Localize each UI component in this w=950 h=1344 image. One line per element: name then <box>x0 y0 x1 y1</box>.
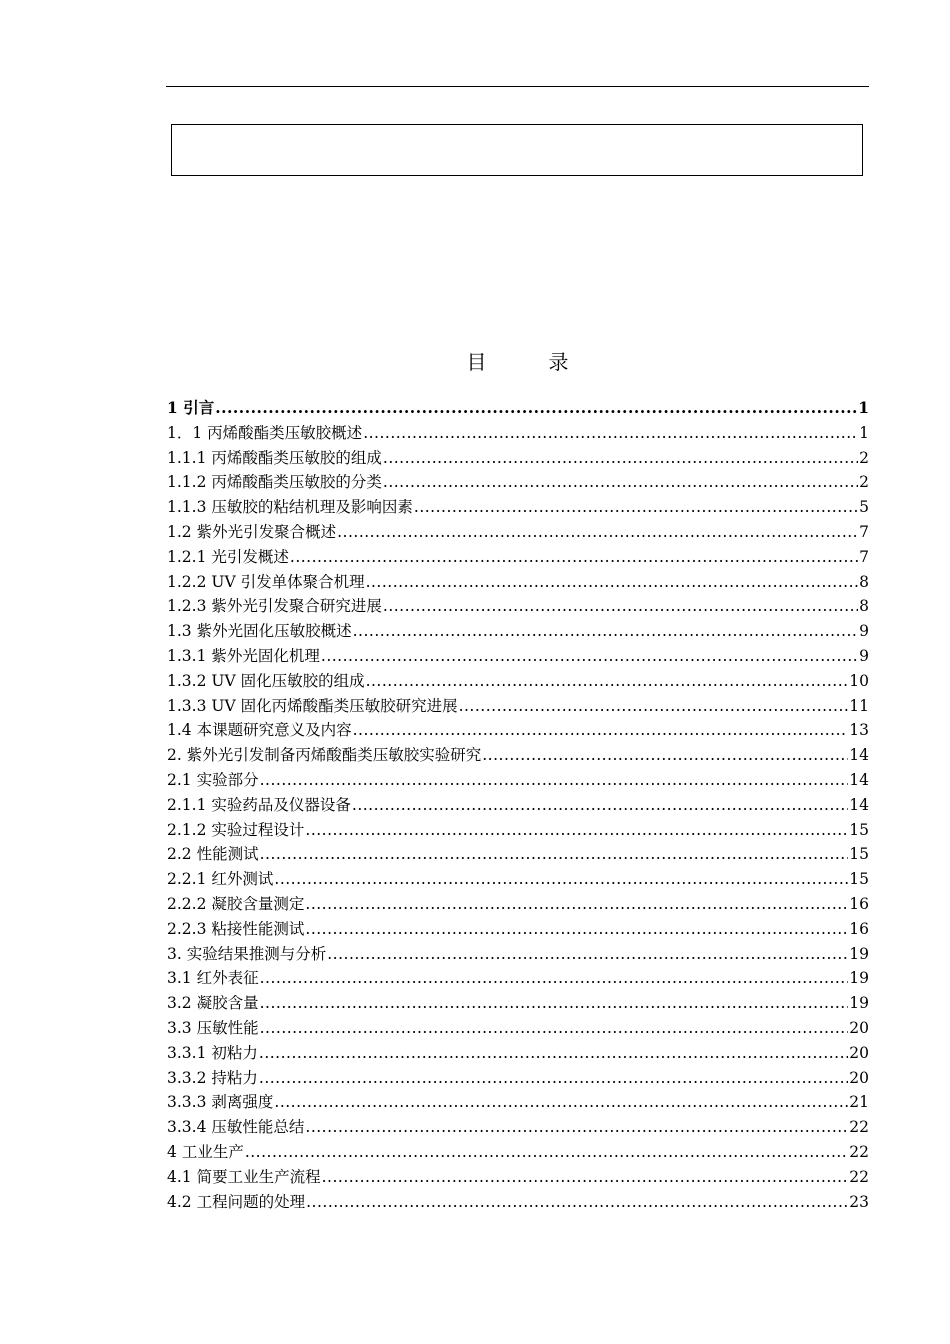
toc-entry-page: 23 <box>849 1192 869 1211</box>
toc-entry[interactable] <box>167 991 869 1016</box>
toc-entry-page: 20 <box>849 1018 869 1037</box>
toc-entry-number: 1.1.1 <box>167 448 207 467</box>
toc-entry-title: 丙烯酸酯类压敏胶的组成 <box>211 448 382 467</box>
toc-entry[interactable] <box>167 743 869 768</box>
toc-entry-number: 1.1.3 <box>167 498 207 517</box>
toc-entry-page: 7 <box>859 547 869 566</box>
toc-entry-number: 1.1.2 <box>167 473 207 492</box>
toc-entry-page: 1 <box>858 398 869 417</box>
toc-entry-number: 2.2.2 <box>167 894 207 913</box>
toc-entry[interactable] <box>167 520 869 545</box>
toc-entry[interactable] <box>167 793 869 818</box>
toc-dot-leader <box>259 1066 848 1091</box>
header-rule <box>166 86 869 87</box>
toc-dot-leader <box>353 619 859 644</box>
toc-entry-page: 15 <box>849 820 869 839</box>
toc-entry-number: 3.3 <box>167 1018 192 1037</box>
toc-entry[interactable] <box>167 842 869 867</box>
toc-entry-page: 15 <box>849 870 869 889</box>
toc-entry-number: 2.1.2 <box>167 820 207 839</box>
toc-dot-leader <box>260 768 849 793</box>
toc-entry-page: 20 <box>849 1068 869 1087</box>
toc-entry-title: 紫外光固化机理 <box>211 646 320 665</box>
toc-entry[interactable] <box>167 818 869 843</box>
toc-dot-leader <box>383 470 858 495</box>
toc-dot-leader <box>260 842 849 867</box>
toc-dot-leader <box>259 1041 848 1066</box>
toc-entry-number: 2.2.1 <box>167 870 207 889</box>
toc-entry-title: UV 固化压敏胶的组成 <box>211 671 365 690</box>
toc-entry-title: 红外表征 <box>196 969 259 988</box>
toc-entry[interactable] <box>167 545 869 570</box>
toc-entry-page: 22 <box>849 1142 869 1161</box>
toc-entry-title: 压敏胶的粘结机理及影响因素 <box>211 498 413 517</box>
toc-dot-leader <box>366 570 859 595</box>
toc-entry-page: 19 <box>849 969 869 988</box>
toc-entry-number: 1.2.1 <box>167 547 207 566</box>
toc-entry[interactable] <box>167 942 869 967</box>
toc-entry-title: 紫外光固化压敏胶概述 <box>196 622 352 641</box>
toc-entry[interactable] <box>167 1140 869 1165</box>
toc-entry[interactable] <box>167 1041 869 1066</box>
toc-entry-page: 19 <box>849 944 869 963</box>
toc-entry-title: 剥离强度 <box>211 1093 274 1112</box>
toc-dot-leader <box>322 1165 849 1190</box>
toc-entry-title: 红外测试 <box>211 870 274 889</box>
toc-entry[interactable] <box>167 917 869 942</box>
toc-entry-title: 实验药品及仪器设备 <box>211 795 351 814</box>
toc-dot-leader <box>352 793 848 818</box>
toc-entry-number: 1.2.2 <box>167 572 207 591</box>
toc-entry-title: 工程问题的处理 <box>196 1192 306 1211</box>
toc-entry[interactable] <box>167 470 869 495</box>
toc-entry[interactable] <box>167 1016 869 1041</box>
toc-dot-leader <box>337 520 858 545</box>
toc-entry[interactable] <box>167 1115 869 1140</box>
toc-dot-leader <box>305 818 848 843</box>
toc-entry-page: 13 <box>849 721 869 740</box>
toc-entry[interactable] <box>167 1090 869 1115</box>
toc-dot-leader <box>321 644 858 669</box>
toc-entry-title: 实验部分 <box>196 770 259 789</box>
toc-dot-leader <box>290 545 858 570</box>
toc-entry-number: 4.2 <box>167 1192 192 1211</box>
toc-entry[interactable] <box>167 694 869 719</box>
toc-dot-leader <box>306 1190 848 1215</box>
toc-entry[interactable] <box>167 669 869 694</box>
toc-entry-page: 1 <box>859 423 869 442</box>
toc-dot-leader <box>260 966 849 991</box>
toc-entry-page: 8 <box>859 597 869 616</box>
toc-entry-page: 2 <box>859 473 869 492</box>
toc-entry-number: 3.3.3 <box>167 1093 207 1112</box>
toc-entry[interactable] <box>167 892 869 917</box>
toc-entry-title: 紫外光引发聚合概述 <box>196 522 337 541</box>
toc-dot-leader <box>274 1090 848 1115</box>
toc-entry-page: 15 <box>849 845 869 864</box>
toc-entry-title: 本课题研究意义及内容 <box>196 721 352 740</box>
toc-dot-leader <box>327 942 848 967</box>
toc-dot-leader <box>260 1016 849 1041</box>
toc-dot-leader <box>305 1115 848 1140</box>
toc-entry-page: 9 <box>859 622 869 641</box>
toc-entry-title: 实验结果推测与分析 <box>186 944 327 963</box>
toc-entry-title: UV 引发单体聚合机理 <box>211 572 365 591</box>
toc-entry-number: 1.3.2 <box>167 671 207 690</box>
toc-dot-leader <box>260 991 849 1016</box>
toc-entry-title: 紫外光引发聚合研究进展 <box>211 597 382 616</box>
toc-entry-number: 2. <box>167 746 182 765</box>
toc-entry[interactable] <box>167 570 869 595</box>
toc-entry-title: 凝胶含量 <box>196 994 259 1013</box>
toc-entry-title: 工业生产 <box>181 1142 244 1161</box>
toc-entry-number: 1．1 <box>167 423 203 442</box>
toc-entry[interactable] <box>167 768 869 793</box>
toc-entry-number: 2.1 <box>167 770 192 789</box>
toc-entry-title: UV 固化丙烯酸酯类压敏胶研究进展 <box>211 696 458 715</box>
toc-dot-leader <box>363 421 858 446</box>
toc-dot-leader <box>383 594 858 619</box>
toc-entry-title: 实验过程设计 <box>211 820 305 839</box>
toc-entry-number: 1 <box>167 398 178 417</box>
toc-entry-number: 1.2 <box>167 522 192 541</box>
toc-entry-page: 9 <box>859 646 869 665</box>
toc-entry-title: 紫外光引发制备丙烯酸酯类压敏胶实验研究 <box>186 746 482 765</box>
toc-dot-leader <box>482 743 848 768</box>
toc-entry-title: 凝胶含量测定 <box>211 894 305 913</box>
toc-entry[interactable] <box>167 1190 869 1215</box>
toc-entry-number: 1.4 <box>167 721 192 740</box>
toc-entry-number: 3.3.1 <box>167 1043 207 1062</box>
toc-entry-page: 10 <box>849 671 869 690</box>
toc-entry-page: 8 <box>859 572 869 591</box>
toc-entry[interactable] <box>167 966 869 991</box>
toc-entry[interactable] <box>167 594 869 619</box>
toc-entry-page: 14 <box>849 770 869 789</box>
toc-entry-number: 1.3.1 <box>167 646 207 665</box>
toc-entry-number: 2.1.1 <box>167 795 207 814</box>
toc-entry-page: 2 <box>859 448 869 467</box>
toc-entry-title: 持粘力 <box>211 1068 258 1087</box>
toc-dot-leader <box>305 892 848 917</box>
toc-dot-leader <box>459 694 849 719</box>
toc-entry-title: 初粘力 <box>211 1043 258 1062</box>
toc-entry-title: 性能测试 <box>196 845 259 864</box>
toc-entry[interactable] <box>167 1066 869 1091</box>
toc-entry-page: 5 <box>859 498 869 517</box>
toc-entry-number: 2.2 <box>167 845 192 864</box>
toc-entry[interactable] <box>167 718 869 743</box>
toc-entry-number: 2.2.3 <box>167 919 207 938</box>
toc-entry[interactable] <box>167 644 869 669</box>
toc-entry-number: 1.2.3 <box>167 597 207 616</box>
toc-entry-page: 14 <box>849 746 869 765</box>
toc-entry-title: 简要工业生产流程 <box>196 1167 321 1186</box>
toc-entry-page: 22 <box>849 1167 869 1186</box>
toc-dot-leader <box>245 1140 848 1165</box>
toc-entry-title: 压敏性能总结 <box>211 1118 305 1137</box>
toc-entry[interactable] <box>167 421 869 446</box>
toc-dot-leader <box>305 917 848 942</box>
toc-entry-number: 3.2 <box>167 994 192 1013</box>
toc-dot-leader <box>414 495 858 520</box>
toc-entry-page: 19 <box>849 994 869 1013</box>
toc-entry[interactable] <box>167 396 869 421</box>
toc-entry-number: 3. <box>167 944 182 963</box>
toc-entry-number: 4.1 <box>167 1167 192 1186</box>
toc-dot-leader <box>274 867 848 892</box>
toc-entry-title: 丙烯酸酯类压敏胶概述 <box>207 423 363 442</box>
table-of-contents <box>167 396 869 1214</box>
toc-entry[interactable] <box>167 446 869 471</box>
toc-entry-number: 3.3.4 <box>167 1118 207 1137</box>
toc-entry-page: 22 <box>849 1118 869 1137</box>
toc-entry-page: 16 <box>849 919 869 938</box>
toc-entry-number: 3.3.2 <box>167 1068 207 1087</box>
toc-entry-page: 7 <box>859 522 869 541</box>
toc-entry-number: 3.1 <box>167 969 192 988</box>
toc-dot-leader <box>383 446 858 471</box>
toc-title <box>166 346 869 375</box>
toc-entry-title: 丙烯酸酯类压敏胶的分类 <box>211 473 382 492</box>
toc-entry-page: 11 <box>849 696 869 715</box>
toc-entry[interactable] <box>167 867 869 892</box>
toc-entry-page: 21 <box>849 1093 869 1112</box>
toc-entry[interactable] <box>167 619 869 644</box>
toc-entry-title: 压敏性能 <box>196 1018 259 1037</box>
toc-title-left: 目 <box>466 350 487 374</box>
toc-entry-number: 4 <box>167 1142 177 1161</box>
toc-dot-leader <box>366 669 849 694</box>
toc-entry-title: 光引发概述 <box>211 547 289 566</box>
toc-dot-leader <box>215 396 857 421</box>
toc-entry-title: 引言 <box>183 398 215 417</box>
toc-entry-title: 粘接性能测试 <box>211 919 305 938</box>
toc-title-right: 录 <box>548 350 569 374</box>
header-box <box>171 124 863 176</box>
toc-entry-number: 1.3.3 <box>167 696 207 715</box>
toc-entry-page: 14 <box>849 795 869 814</box>
toc-entry[interactable] <box>167 1165 869 1190</box>
toc-entry-number: 1.3 <box>167 622 192 641</box>
toc-entry-page: 20 <box>849 1043 869 1062</box>
toc-entry[interactable] <box>167 495 869 520</box>
toc-entry-page: 16 <box>849 894 869 913</box>
toc-dot-leader <box>353 718 849 743</box>
